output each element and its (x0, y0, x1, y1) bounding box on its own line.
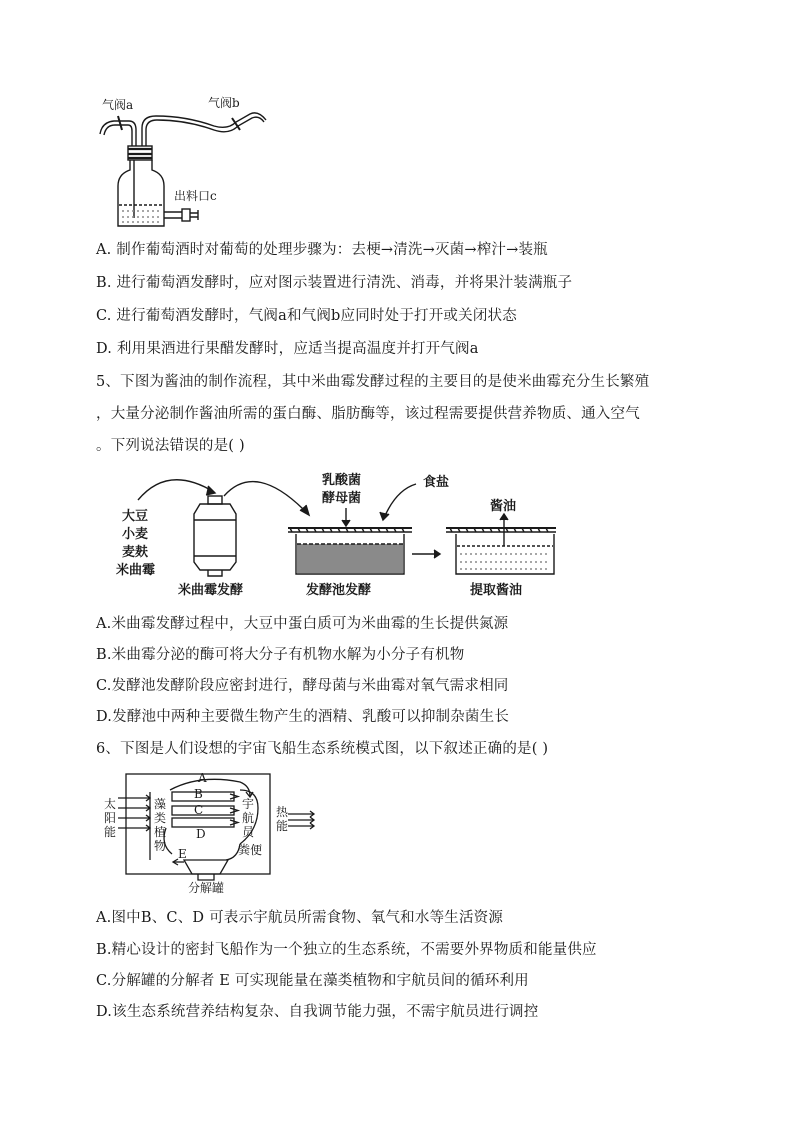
raw-wheat: 小麦 (122, 527, 149, 542)
soy-sauce-label: 酱油 (490, 499, 517, 514)
step-aspergillus-fermentation: 米曲霉发酵 (178, 583, 244, 598)
q5-stem-line-1: 5、下图为酱油的制作流程，其中米曲霉发酵过程的主要目的是使米曲霉充分生长繁殖 (96, 374, 650, 390)
astronaut-char-2: 航 (242, 811, 255, 825)
q4-option-b: B. 进行葡萄酒发酵时，应对图示装置进行清洗、消毒，并将果汁装满瓶子 (96, 275, 573, 291)
yeast-label: 酵母菌 (322, 491, 362, 506)
heat-char-1: 热 (276, 805, 289, 819)
q5-option-d: D.发酵池中两种主要微生物产生的酒精、乳酸可以抑制杂菌生长 (96, 709, 510, 725)
step-extract-soy-sauce: 提取酱油 (470, 583, 523, 598)
q6-stem: 6、下图是人们设想的宇宙飞船生态系统模式图，以下叙述正确的是( ) (96, 741, 549, 757)
solar-char-2: 阳 (104, 811, 117, 825)
algae-char-2: 类 (154, 811, 167, 825)
q6-option-c: C.分解罐的分解者 E 可实现能量在藻类植物和宇航员间的循环利用 (96, 973, 529, 989)
step-pool-fermentation: 发酵池发酵 (306, 583, 372, 598)
bottle-drawing (100, 113, 266, 226)
valve-a-label: 气阀a (102, 98, 134, 112)
q5-option-c: C.发酵池发酵阶段应密封进行，酵母菌与米曲霉对氧气需求相同 (96, 678, 509, 694)
outlet-c-label: 出料口c (174, 189, 217, 203)
algae-char-3: 植 (154, 825, 167, 839)
fermentation-bottle-figure (96, 94, 276, 230)
q6-option-b: B.精心设计的密封飞船作为一个独立的生态系统，不需要外界物质和能量供应 (96, 942, 597, 958)
flow-c: C (194, 803, 204, 817)
flow-b: B (194, 787, 203, 801)
astronaut-char-1: 宇 (242, 797, 255, 811)
raw-soybean: 大豆 (122, 509, 149, 524)
solar-char-1: 太 (104, 797, 117, 811)
q5-option-b: B.米曲霉分泌的酶可将大分子有机物水解为小分子有机物 (96, 647, 465, 663)
raw-aspergillus: 米曲霉 (116, 563, 156, 578)
q5-option-a: A.米曲霉发酵过程中，大豆中蛋白质可为米曲霉的生长提供氮源 (96, 616, 509, 632)
lactic-bacteria-label: 乳酸菌 (322, 473, 362, 488)
raw-bran: 麦麸 (122, 545, 149, 560)
q4-option-c: C. 进行葡萄酒发酵时，气阀a和气阀b应同时处于打开或关闭状态 (96, 308, 517, 324)
decomposer-e: E (178, 847, 187, 861)
q6-option-a: A.图中B、C、D 可表示宇航员所需食物、氧气和水等生活资源 (96, 910, 504, 926)
algae-char-1: 藻 (154, 797, 167, 811)
q5-stem-line-2: ，大量分泌制作酱油所需的蛋白酶、脂肪酶等，该过程需要提供营养物质、通入空气 (96, 406, 640, 422)
soy-sauce-process-figure (116, 466, 556, 600)
salt-label: 食盐 (423, 475, 450, 490)
astronaut-char-3: 员 (242, 825, 255, 839)
heat-char-2: 能 (276, 819, 289, 833)
flow-a: A (198, 771, 207, 785)
flow-d: D (196, 827, 206, 841)
q4-option-a: A. 制作葡萄酒时对葡萄的处理步骤为：去梗→清洗→灭菌→榨汁→装瓶 (96, 242, 548, 258)
valve-b-label: 气阀b (208, 96, 240, 110)
q6-option-d: D.该生态系统营养结构复杂、自我调节能力强，不需宇航员进行调控 (96, 1004, 539, 1020)
algae-char-4: 物 (154, 839, 167, 853)
q4-option-d: D. 利用果酒进行果醋发酵时，应适当提高温度并打开气阀a (96, 341, 479, 357)
solar-char-3: 能 (104, 825, 117, 839)
decomposition-tank-label: 分解罐 (188, 881, 225, 895)
excrement-label: 粪便 (238, 843, 263, 857)
spacecraft-ecosystem-figure (100, 768, 320, 896)
q5-stem-line-3: 。下列说法错误的是( ) (96, 438, 245, 454)
